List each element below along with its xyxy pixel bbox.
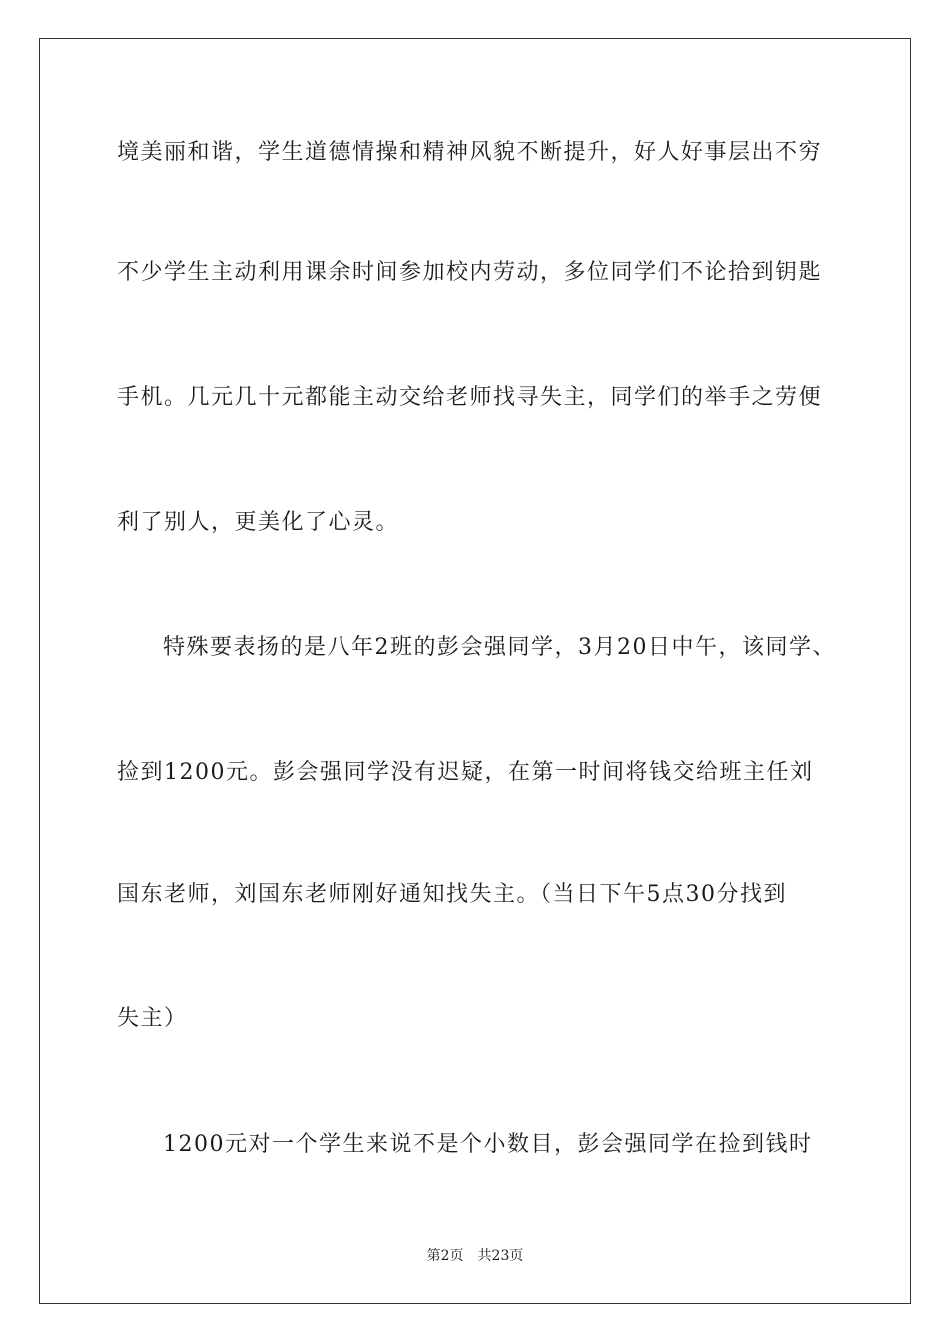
page-border <box>39 38 911 1304</box>
text-line-5: 特殊要表扬的是八年2班的彭会强同学，3月20日中午，该同学、 <box>163 635 836 660</box>
text-line-1: 境美丽和谐，学生道德情操和精神风貌不断提升，好人好事层出不穷 <box>117 140 823 165</box>
text-line-6: 捡到1200元。彭会强同学没有迟疑，在第一时间将钱交给班主任刘 <box>117 760 814 785</box>
text-line-3: 手机。几元几十元都能主动交给老师找寻失主，同学们的举手之劳便 <box>117 385 823 410</box>
text-line-8: 失主） <box>117 1006 188 1031</box>
text-line-2: 不少学生主动利用课余时间参加校内劳动，多位同学们不论拾到钥匙 <box>117 260 823 285</box>
text-line-9: 1200元对一个学生来说不是个小数目，彭会强同学在捡到钱时 <box>163 1132 813 1157</box>
page-number-footer: 第2页 共23页 <box>426 1248 524 1264</box>
text-line-4: 利了别人，更美化了心灵。 <box>117 510 400 535</box>
text-line-7: 国东老师，刘国东老师刚好通知找失主。（当日下午5点30分找到 <box>117 882 787 907</box>
